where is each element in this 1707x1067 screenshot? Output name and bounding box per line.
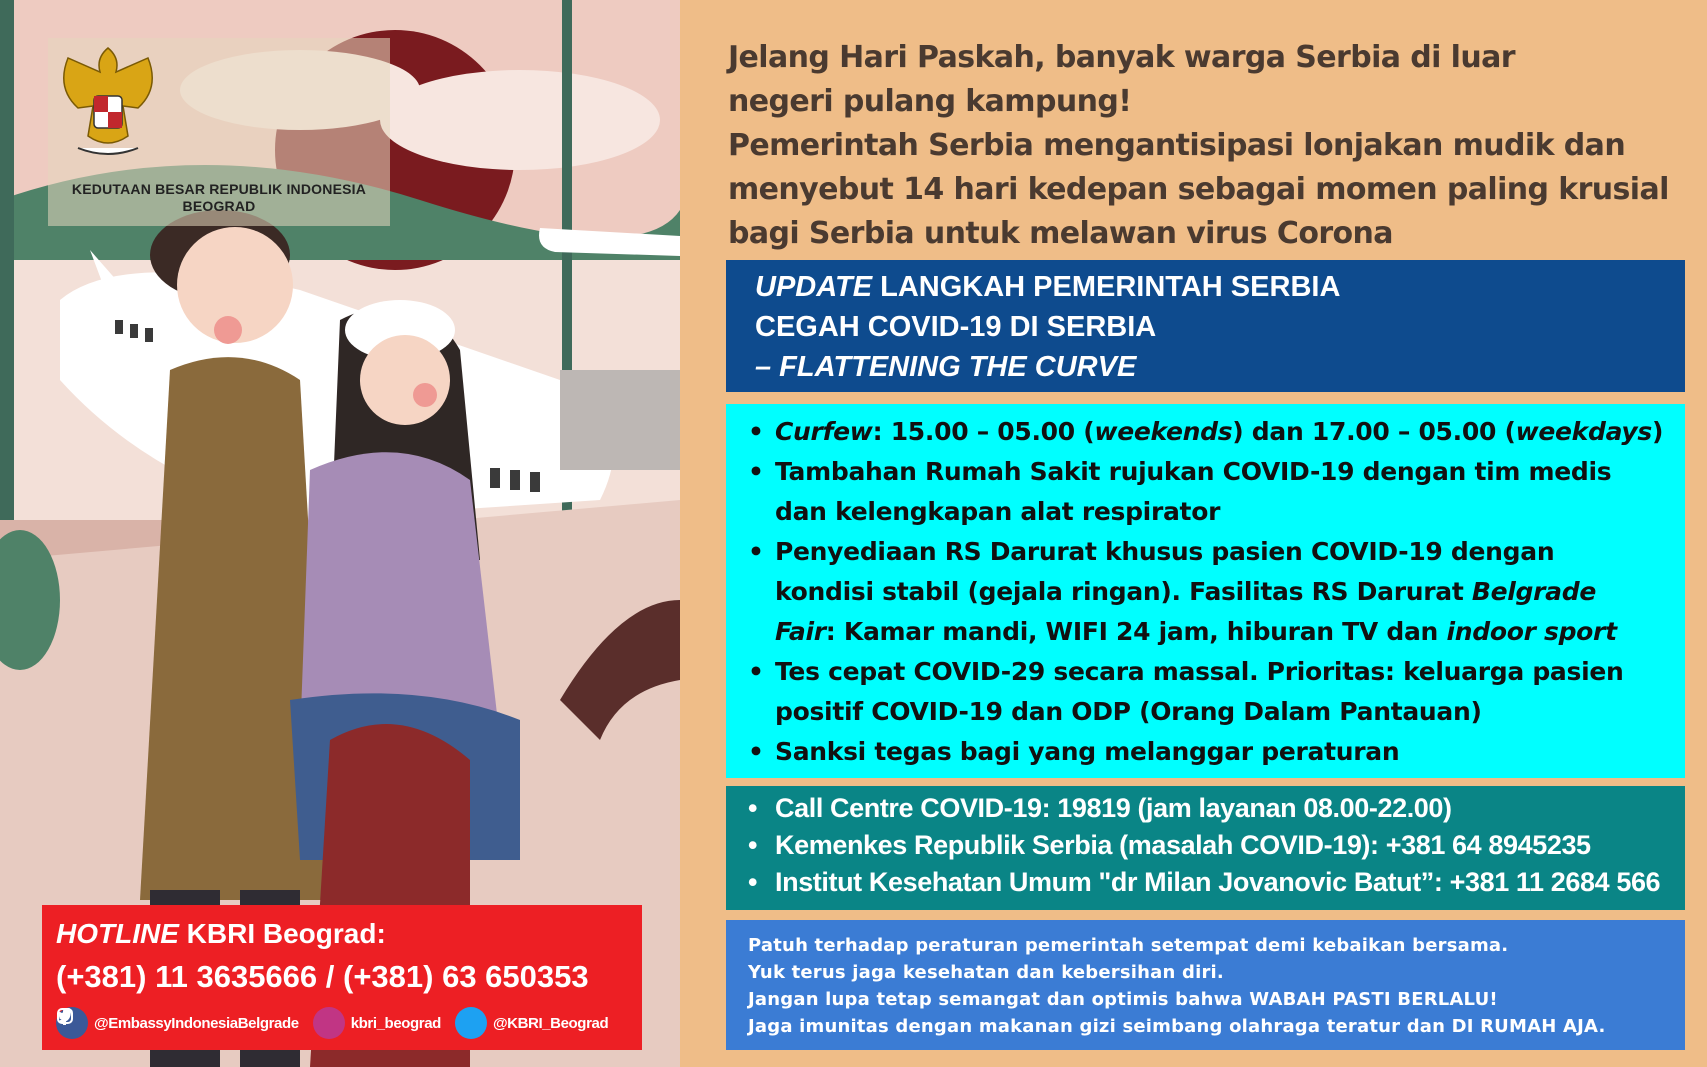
weekdays-word: weekdays [1515, 417, 1652, 446]
measure-text: Sanksi tegas bagi yang melanggar peraturan [775, 737, 1400, 766]
instagram-icon [313, 1007, 345, 1039]
update-word: UPDATE [755, 271, 873, 303]
hotline-numbers[interactable]: (+381) 11 3635666 / (+381) 63 650353 [56, 959, 589, 994]
embassy-name: KEDUTAAN BESAR REPUBLIK INDONESIA [71, 181, 367, 197]
measure-continuation: positif COVID-19 dan ODP (Orang Dalam Pantauan) [775, 697, 1482, 726]
intro-line: Jelang Hari Paskah, banyak warga Serbia di luar [728, 40, 1515, 75]
curfew-word: Curfew [775, 417, 873, 446]
update-title-line1 [755, 267, 1340, 307]
contact-item-institute[interactable]: • Institut Kesehatan Umum "dr Milan Jovanovic Batut”: +381 11 2684 566 [748, 864, 1683, 901]
curfew-text: ) [1651, 417, 1664, 446]
embassy-city: BEOGRAD [182, 198, 256, 214]
advice-line: Yuk terus jaga kesehatan dan kebersihan diri. [748, 962, 1224, 983]
intro-line: Pemerintah Serbia mengantisipasi lonjakan mudik dan [728, 128, 1626, 163]
facebook-link[interactable] [56, 1007, 299, 1039]
hotline-panel [42, 905, 642, 1050]
intro-line: menyebut 14 hari kedepan sebagai momen paling krusial [728, 172, 1669, 207]
measure-continuation [748, 612, 1678, 652]
intro-line: bagi Serbia untuk melawan virus Corona [728, 216, 1393, 251]
update-title-rest: LANGKAH PEMERINTAH SERBIA [872, 271, 1341, 303]
measures-panel [726, 404, 1685, 778]
advice-line: Jaga imunitas dengan makanan gizi seimbang olahraga teratur dan DI RUMAH AJA. [748, 1016, 1606, 1037]
update-title-line2: CEGAH COVID-19 DI SERBIA [755, 311, 1157, 343]
twitter-icon [455, 1007, 487, 1039]
measure-item-rapid-test [748, 652, 1678, 692]
contact-item-ministry[interactable]: • Kemenkes Republik Serbia (masalah COVID-19): +381 64 8945235 [748, 827, 1683, 864]
advice-line: Jangan lupa tetap semangat dan optimis bahwa WABAH PASTI BERLALU! [748, 989, 1498, 1010]
measure-continuation [748, 572, 1678, 612]
social-links [56, 1007, 622, 1039]
measure-text: Tambahan Rumah Sakit rujukan COVID-19 dengan tim medis [775, 457, 1612, 486]
curfew-text: : 15.00 – 05.00 ( [872, 417, 1095, 446]
instagram-handle: kbri_beograd [350, 1014, 441, 1032]
intro-line: negeri pulang kampung! [728, 84, 1132, 119]
twitter-link[interactable] [455, 1007, 608, 1039]
contact-item-call-centre[interactable]: • Call Centre COVID-19: 19819 (jam layanan 08.00-22.00) [748, 790, 1683, 827]
measure-text: Tes cepat COVID-29 secara massal. Prioritas: keluarga pasien [775, 657, 1624, 686]
advice-line: Patuh terhadap peraturan pemerintah setempat demi kebaikan bersama. [748, 935, 1509, 956]
indoor-sport-word: indoor sport [1446, 617, 1617, 646]
garuda-emblem-icon [48, 38, 168, 168]
twitter-handle: @KBRI_Beograd [492, 1014, 609, 1032]
intro-headline [728, 36, 1668, 256]
hotline-title-rest: KBRI Beograd: [178, 918, 386, 949]
weekends-word: weekends [1094, 417, 1233, 446]
embassy-header [48, 38, 390, 226]
measure-continuation: dan kelengkapan alat respirator [775, 497, 1221, 526]
measure-item-curfew [748, 412, 1678, 452]
flattening-curve-text: – FLATTENING THE CURVE [755, 351, 1137, 383]
belgrade-word: Belgrade [1471, 577, 1597, 606]
airport-illustration [0, 0, 680, 1067]
facebook-handle: @EmbassyIndonesiaBelgrade [94, 1014, 299, 1032]
measure-item-sanctions [748, 732, 1678, 772]
contacts-panel [726, 786, 1685, 910]
update-panel [726, 260, 1685, 392]
curfew-text: ) dan 17.00 – 05.00 ( [1232, 417, 1516, 446]
measure-text: : Kamar mandi, WIFI 24 jam, hiburan TV dan [825, 617, 1447, 646]
instagram-link[interactable] [313, 1007, 441, 1039]
hotline-word: HOTLINE [56, 918, 179, 949]
hotline-title [56, 918, 386, 950]
advice-panel [726, 920, 1685, 1050]
measure-text: Penyediaan RS Darurat khusus pasien COVID-19 dengan [775, 537, 1555, 566]
measure-text: kondisi stabil (gejala ringan). Fasilitas RS Darurat [775, 577, 1472, 606]
measure-item-hospital [748, 452, 1678, 492]
update-title-line3 [755, 347, 1340, 387]
contacts-list [748, 790, 1683, 901]
measures-list [748, 412, 1678, 772]
measure-item-emergency-hospital [748, 532, 1678, 572]
fair-word: Fair [775, 617, 826, 646]
